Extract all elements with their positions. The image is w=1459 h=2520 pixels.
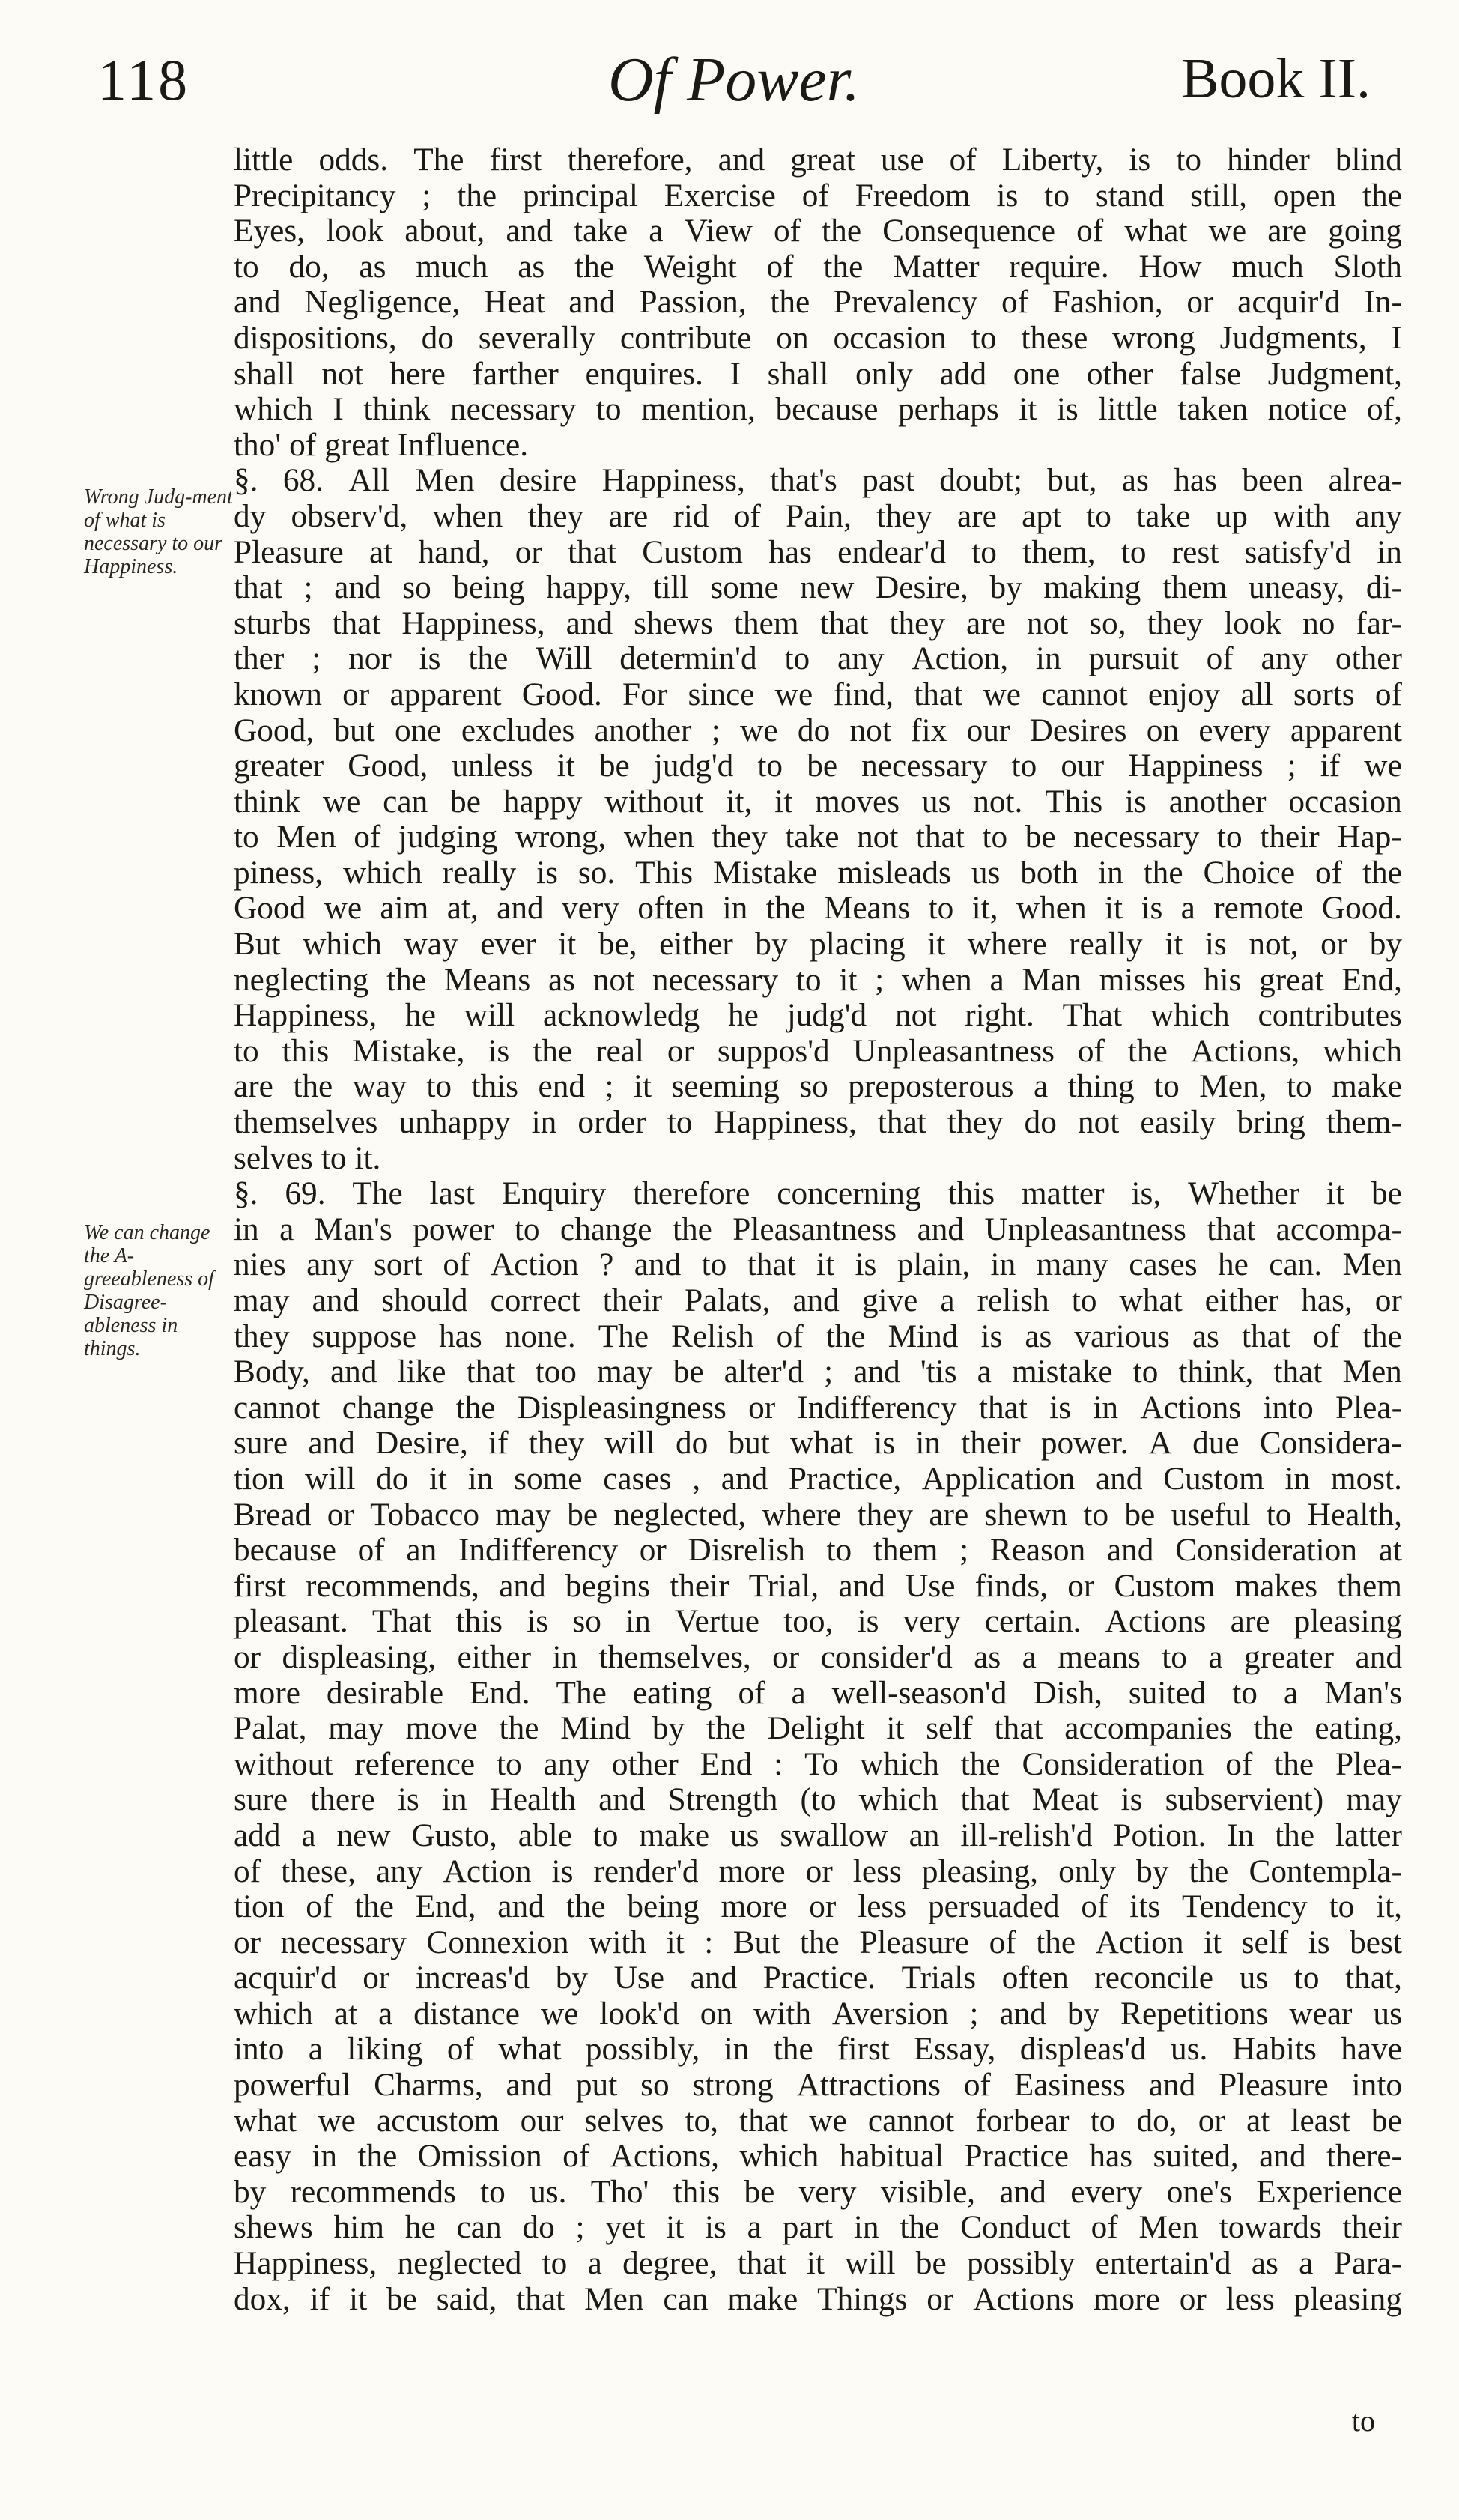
text-line: dy observ'd, when they are rid of Pain, they are apt to take up with any (234, 497, 1402, 534)
text-line: pleasant. That this is so in Vertue too, is very certain. Actions are pleasing (234, 1603, 1402, 1640)
text-line: Pleasure at hand, or that Custom has endear'd to them, to rest satisfy'd in (234, 533, 1402, 570)
running-title: Of Power. (608, 45, 860, 115)
text-line: may and should correct their Palats, and give a relish to what either has, or (234, 1282, 1402, 1318)
text-line: §. 69. The last Enquiry therefore concerning this matter is, Whether it be (234, 1175, 1402, 1212)
text-line: shews him he can do ; yet it is a part in the Conduct of Men towards their (234, 2209, 1402, 2246)
text-line: greater Good, unless it be judg'd to be necessary to our Happiness ; if we (234, 748, 1402, 784)
text-line: because of an Indifferency or Disrelish to them ; Reason and Consideration at (234, 1532, 1402, 1569)
text-line: or necessary Connexion with it : But the Pleasure of the Action it self is best (234, 1924, 1402, 1960)
text-line: But which way ever it be, either by placing it where really it is not, or by (234, 926, 1402, 963)
text-line: piness, which really is so. This Mistake misleads us both in the Choice of the (234, 854, 1402, 891)
text-line: tion will do it in some cases , and Practice, Application and Custom in most. (234, 1460, 1402, 1497)
text-line: known or apparent Good. For since we find, that we cannot enjoy all sorts of (234, 676, 1402, 712)
text-line: dox, if it be said, that Men can make Things or Actions more or less pleasing (234, 2280, 1402, 2317)
text-line: selves to it. (234, 1139, 381, 1176)
text-line: are the way to this end ; it seeming so preposterous a thing to Men, to make (234, 1068, 1402, 1105)
text-line: think we can be happy without it, it moves us not. This is another occasion (234, 783, 1402, 820)
text-line: little odds. The first therefore, and great use of Liberty, is to hinder blind (234, 142, 1402, 178)
text-line: first recommends, and begins their Trial, and Use finds, or Custom makes them (234, 1567, 1402, 1604)
text-line: that ; and so being happy, till some new Desire, by making them uneasy, di- (234, 569, 1402, 606)
page-header (97, 46, 1371, 136)
text-line: sure there is in Health and Strength (to which that Meat is subservient) may (234, 1781, 1402, 1818)
text-line: into a liking of what possibly, in the first Essay, displeas'd us. Habits have (234, 2031, 1402, 2068)
text-line: to this Mistake, is the real or suppos'd Unpleasantness of the Actions, which (234, 1032, 1402, 1069)
text-line: §. 68. All Men desire Happiness, that's past doubt; but, as has been alrea- (234, 462, 1402, 499)
catchword: to (1351, 2404, 1375, 2438)
text-line: sturbs that Happiness, and shews them that they are not so, they look no far- (234, 605, 1402, 641)
text-line: tho' of great Influence. (234, 426, 529, 463)
text-line: add a new Gusto, able to make us swallow an ill-relish'd Potion. In the latter (234, 1817, 1402, 1853)
text-line: they suppose has none. The Relish of the Mind is as various as that of the (234, 1318, 1402, 1354)
text-line: which at a distance we look'd on with Aversion ; and by Repetitions wear us (234, 1995, 1402, 2032)
text-line: which I think necessary to mention, because perhaps it is little taken notice of, (234, 391, 1402, 428)
text-line: Eyes, look about, and take a View of the Consequence of what we are going (234, 213, 1402, 249)
text-line: powerful Charms, and put so strong Attractions of Easiness and Pleasure into (234, 2067, 1402, 2103)
text-line: Bread or Tobacco may be neglected, where they are shewn to be useful to Health, (234, 1496, 1402, 1533)
text-line: ther ; nor is the Will determin'd to any Action, in pursuit of any other (234, 640, 1402, 677)
text-line: nies any sort of Action ? and to that it is plain, in many cases he can. Men (234, 1247, 1402, 1283)
text-line: Happiness, he will acknowledg he judg'd not right. That which contributes (234, 997, 1402, 1034)
text-line: dispositions, do severally contribute on occasion to these wrong Judgments, I (234, 319, 1402, 356)
text-line: Good we aim at, and very often in the Means to it, when it is a remote Good. (234, 890, 1402, 927)
text-line: and Negligence, Heat and Passion, the Prevalency of Fashion, or acquir'd In- (234, 284, 1402, 321)
page-number: 118 (97, 47, 190, 112)
marginal-note: Wrong Judg-ment of what is necessary to our Happiness. (84, 485, 233, 578)
text-line: Precipitancy ; the principal Exercise of Freedom is to stand still, open the (234, 177, 1402, 213)
marginal-note: We can change the A-greeableness of Disagree-ableness in things. (84, 1221, 214, 1360)
text-line: by recommends to us. Tho' this be very visible, and every one's Experience (234, 2173, 1402, 2210)
text-line: to Men of judging wrong, when they take not that to be necessary to their Hap- (234, 819, 1402, 855)
text-line: Body, and like that too may be alter'd ; and 'tis a mistake to think, that Men (234, 1354, 1402, 1390)
text-line: what we accustom our selves to, that we cannot forbear to do, or at least be (234, 2102, 1402, 2139)
text-line: themselves unhappy in order to Happiness, that they do not easily bring them- (234, 1104, 1402, 1141)
text-line: cannot change the Displeasingness or Indifferency that is in Actions into Plea- (234, 1389, 1402, 1426)
text-line: or displeasing, either in themselves, or consider'd as a means to a greater and (234, 1638, 1402, 1675)
text-line: easy in the Omission of Actions, which habitual Practice has suited, and there- (234, 2138, 1402, 2175)
text-line: neglecting the Means as not necessary to it ; when a Man misses his great End, (234, 961, 1402, 998)
text-line: in a Man's power to change the Pleasantness and Unpleasantness that accompa- (234, 1211, 1402, 1247)
text-line: Happiness, neglected to a degree, that it will be possibly entertain'd as a Para- (234, 2245, 1402, 2282)
text-line: to do, as much as the Weight of the Matter require. How much Sloth (234, 248, 1402, 285)
text-line: tion of the End, and the being more or less persuaded of its Tendency to it, (234, 1889, 1402, 1925)
text-line: Good, but one excludes another ; we do not fix our Desires on every apparent (234, 712, 1402, 748)
text-line: sure and Desire, if they will do but what is in their power. A due Considera- (234, 1425, 1402, 1462)
text-line: acquir'd or increas'd by Use and Practice. Trials often reconcile us to that, (234, 1960, 1402, 1996)
text-line: Palat, may move the Mind by the Delight it self that accompanies the eating, (234, 1710, 1402, 1747)
text-line: more desirable End. The eating of a well-season'd Dish, suited to a Man's (234, 1674, 1402, 1711)
text-line: of these, any Action is render'd more or less pleasing, only by the Contempla- (234, 1853, 1402, 1889)
text-line: shall not here farther enquires. I shall only add one other false Judgment, (234, 355, 1402, 392)
book-label: Book II. (1180, 47, 1371, 110)
body-text (234, 142, 1402, 2317)
text-line: without reference to any other End : To which the Consideration of the Plea- (234, 1745, 1402, 1782)
